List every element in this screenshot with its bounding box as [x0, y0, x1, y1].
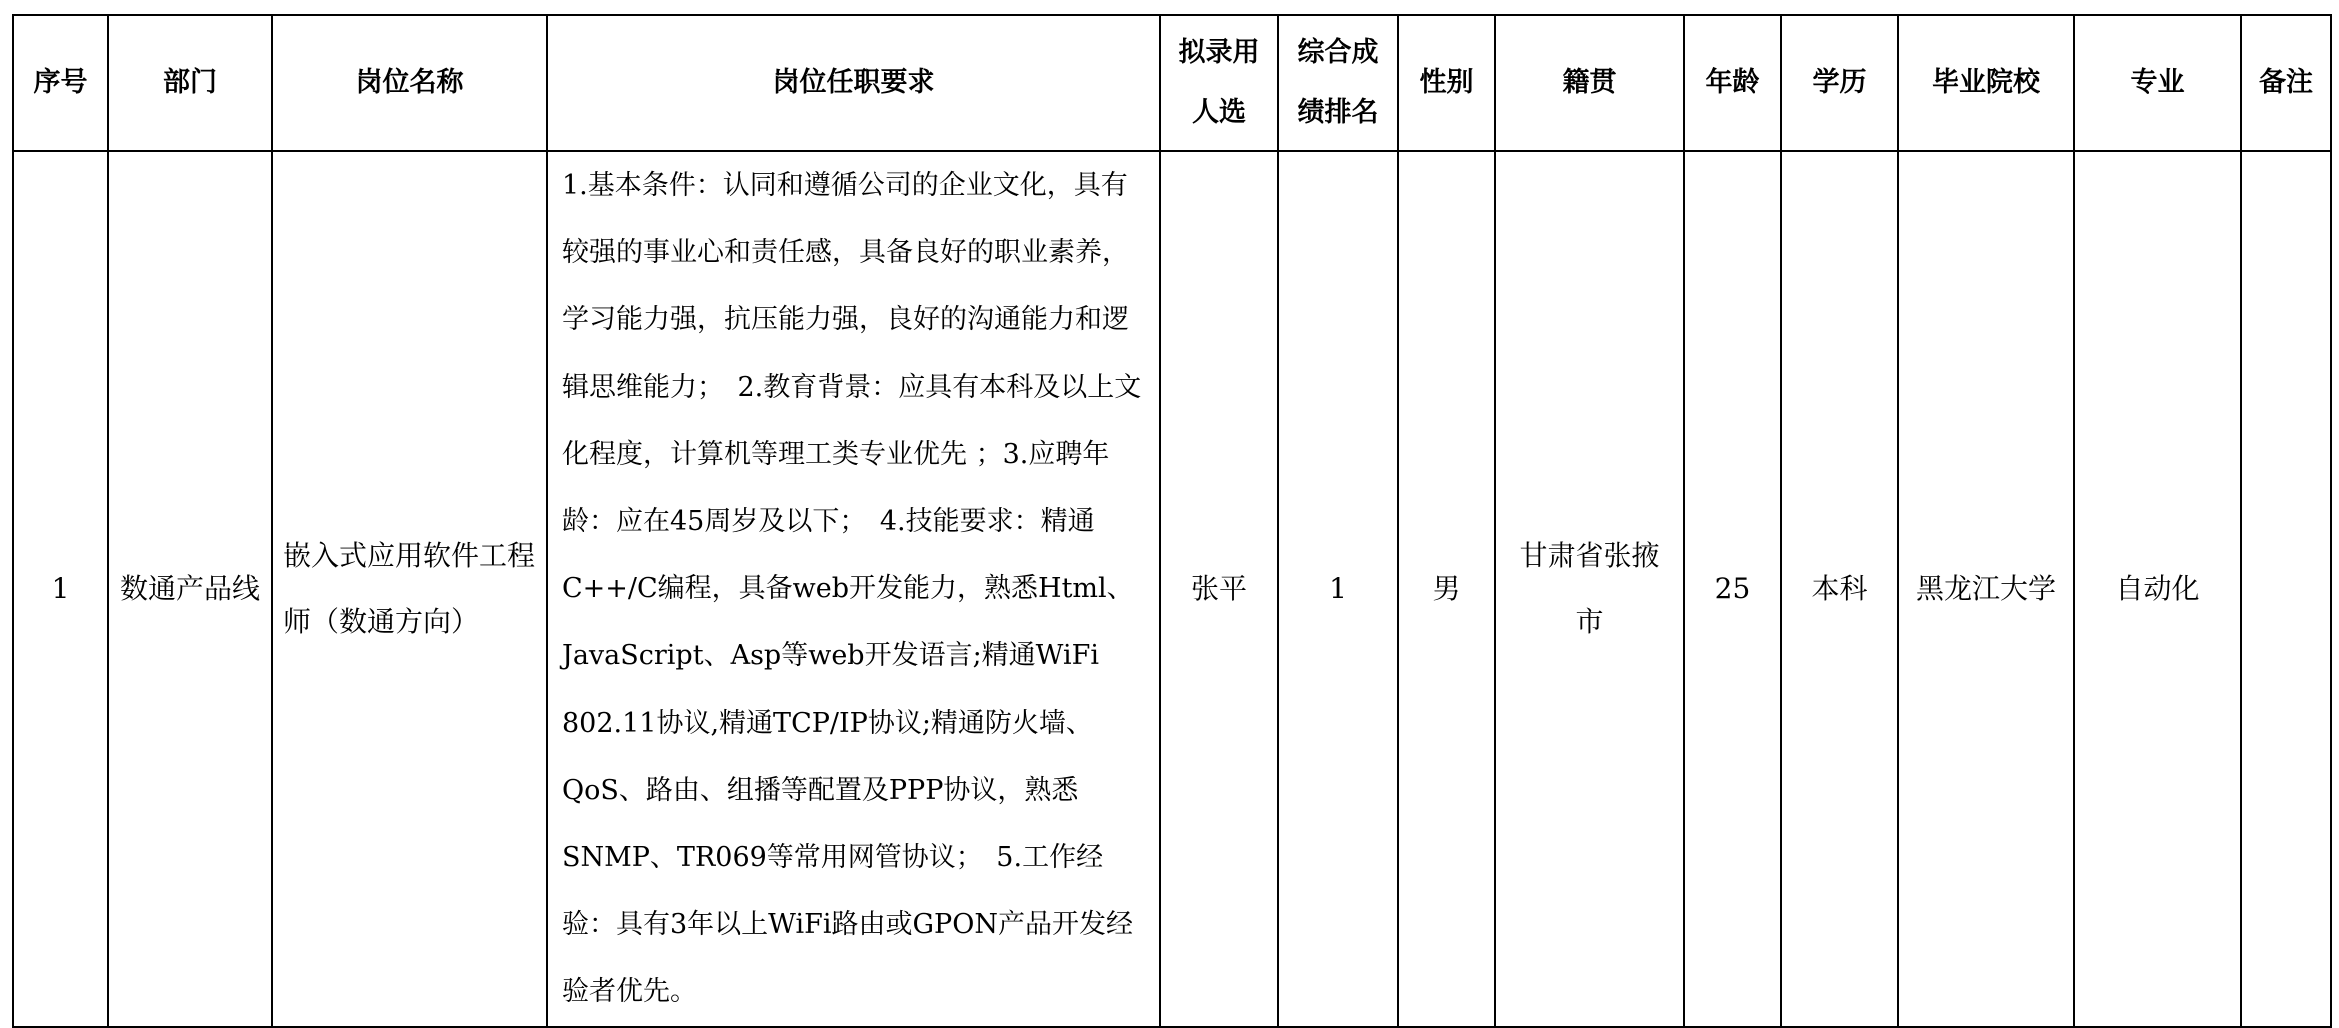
cell-remarks — [2241, 151, 2331, 1027]
table-row — [13, 151, 2331, 1027]
cell-dept: 数通产品线 — [108, 151, 272, 1027]
cell-age: 25 — [1684, 151, 1781, 1027]
header-age: 年龄 — [1684, 15, 1781, 151]
header-seq: 序号 — [13, 15, 108, 151]
cell-major: 自动化 — [2074, 151, 2241, 1027]
header-remarks: 备注 — [2241, 15, 2331, 151]
recruitment-table — [12, 14, 2332, 1028]
header-rank: 综合成绩排名 — [1278, 15, 1398, 151]
header-requirements: 岗位任职要求 — [547, 15, 1160, 151]
cell-seq: 1 — [13, 151, 108, 1027]
cell-rank: 1 — [1278, 151, 1398, 1027]
header-education: 学历 — [1781, 15, 1898, 151]
cell-school: 黑龙江大学 — [1898, 151, 2074, 1027]
recruitment-table-wrapper — [12, 14, 2332, 1028]
header-position: 岗位名称 — [272, 15, 547, 151]
cell-education: 本科 — [1781, 151, 1898, 1027]
cell-requirements: 1.基本条件：认同和遵循公司的企业文化，具有较强的事业心和责任感，具备良好的职业素养，学习能力强，抗压能力强，良好的沟通能力和逻辑思维能力； 2.教育背景：应具有本科及以上文化程度，计算机等理工类专业优先 ；3.应聘年龄：应在45周岁及以下； 4.技能要求：精通C++/C编程，具备web开发能力，熟悉Html、JavaScript、Asp等web开发语言;精通WiFi 802.11协议,精通TCP/IP协议;精通防火墙、QoS、路由、组播等配置及PPP协议，熟悉SNMP、TR069等常用网管协议； 5.工作经验：具有3年以上WiFi路由或GPON产品开发经验者优先。 — [547, 151, 1160, 1027]
header-school: 毕业院校 — [1898, 15, 2074, 151]
cell-position: 嵌入式应用软件工程师（数通方向） — [272, 151, 547, 1027]
cell-gender: 男 — [1398, 151, 1495, 1027]
header-candidate: 拟录用人选 — [1160, 15, 1278, 151]
cell-origin: 甘肃省张掖市 — [1495, 151, 1684, 1027]
header-major: 专业 — [2074, 15, 2241, 151]
table-header-row — [13, 15, 2331, 151]
header-dept: 部门 — [108, 15, 272, 151]
header-gender: 性别 — [1398, 15, 1495, 151]
header-origin: 籍贯 — [1495, 15, 1684, 151]
cell-candidate: 张平 — [1160, 151, 1278, 1027]
